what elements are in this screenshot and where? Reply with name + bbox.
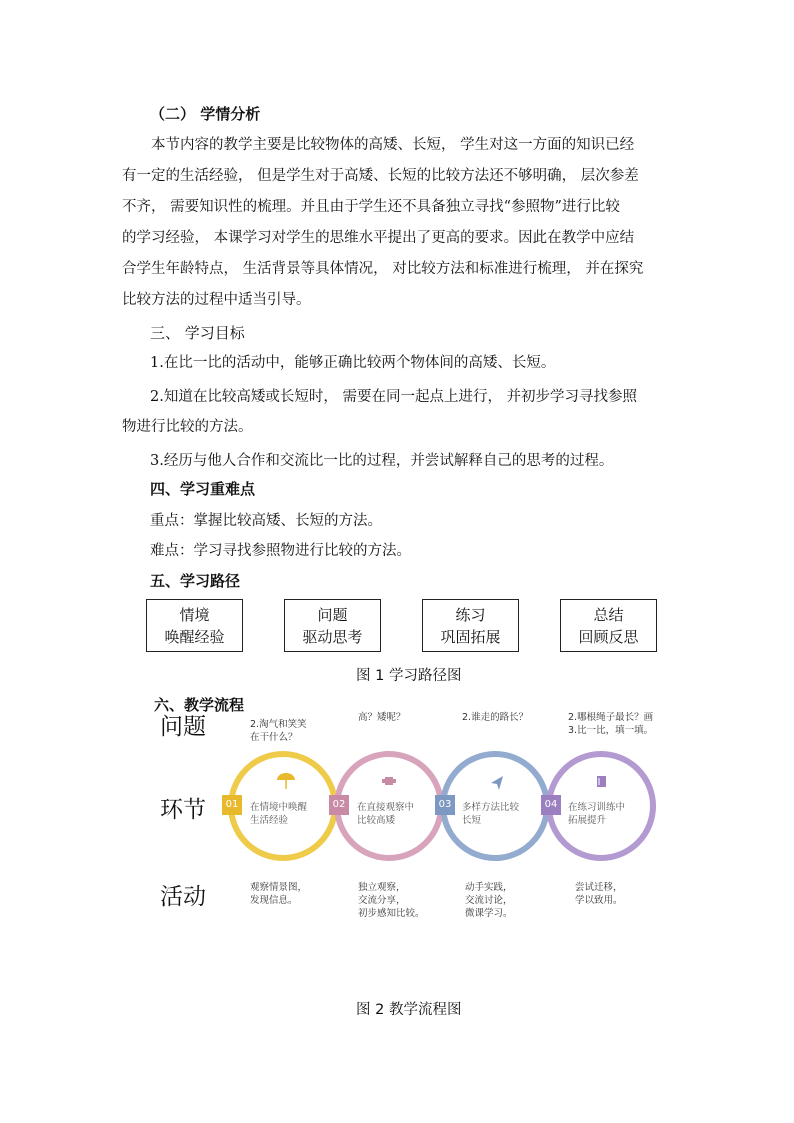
goal-item-3: 3.经历与他人合作和交流比一比的过程，并尝试解释自己的思考的过程。 [150,453,614,469]
section-heading-teaching-flow: 六、教学流程 [154,696,245,714]
figure-1-caption: 图 1 学习路径图 [356,668,462,684]
activity-text-3: 动手实践， 交流讨论， 微课学习。 [465,882,513,919]
box-line: 唤醒经验 [164,628,225,646]
box-line: 总结 [593,606,624,624]
activity-text-2: 独立观察， 交流分享， 初步感知比较。 [358,882,425,919]
activity-text-1: 观察情景图， 发现信息。 [250,882,308,906]
step-badge-2: 02 [329,795,349,815]
step-text-1: 在情境中唤醒 生活经验 [250,802,308,826]
step-badge-3: 03 [435,795,455,815]
section-heading-student-analysis: （二） 学情分析 [150,105,261,123]
row-label-problem: 问题 [160,714,206,740]
step-text-4: 在练习训练中 拓展提升 [568,802,626,826]
student-analysis-paragraph [122,130,678,316]
path-box-summary [560,599,657,652]
box-line: 巩固拓展 [440,628,501,646]
difficult-point: 难点：学习寻找参照物进行比较的方法。 [150,543,411,559]
figure-2-caption: 图 2 教学流程图 [356,1002,462,1018]
navigation-arrow-icon [491,776,503,790]
problem-text-2: 高？矮呢？ [358,712,406,723]
path-box-problem [284,599,381,652]
step-text-3: 多样方法比较 长短 [462,802,520,826]
row-label-stage: 环节 [160,797,206,823]
paragraph-line: 合学生年龄特点， 生活背景等具体情况， 对比较方法和标准进行梳理， 并在探究 [122,261,644,277]
box-line: 情境 [179,606,210,624]
paragraph-line: 本节内容的教学主要是比较物体的高矮、长短， 学生对这一方面的知识已经 [151,137,635,153]
goal-item-1: 1.在比一比的活动中，能够正确比较两个物体间的高矮、长短。 [150,355,556,371]
umbrella-icon [277,773,295,789]
section-heading-key-points: 四、学习重难点 [150,480,256,498]
row-label-activity: 活动 [160,884,206,910]
step-badge-1: 01 [222,795,242,815]
goal-item-2: 2.知道在比较高矮或长短时， 需要在同一起点上进行， 并初步学习寻找参照 [150,389,638,405]
path-box-situation [146,599,243,652]
path-box-practice [422,599,519,652]
problem-text-3: 2.谁走的路长？ [462,712,529,723]
box-line: 回顾反思 [578,628,639,646]
box-line: 问题 [317,606,348,624]
book-icon [597,776,606,787]
problem-text-1: 2.淘气和笑笑 在干什么？ [250,719,307,743]
paragraph-line: 比较方法的过程中适当引导。 [122,292,311,308]
paragraph-line: 不齐， 需要知识性的梳理。并且由于学生还不具备独立寻找“参照物”进行比较 [122,199,620,215]
step-badge-4: 04 [541,795,561,815]
step-text-2: 在直接观察中 比较高矮 [357,802,415,826]
box-line: 练习 [455,606,486,624]
problem-text-4: 2.哪根绳子最长？画 3.比一比，填一填。 [568,712,654,736]
key-point: 重点：掌握比较高矮、长短的方法。 [150,513,382,529]
activity-text-4: 尝试迁移， 学以致用。 [575,882,623,906]
paragraph-line: 有一定的生活经验， 但是学生对于高矮、长短的比较方法还不够明确， 层次参差 [122,168,639,184]
puzzle-icon [382,777,396,785]
box-line: 驱动思考 [302,628,363,646]
paragraph-line: 的学习经验， 本课学习对学生的思维水平提出了更高的要求。因此在教学中应结 [122,230,635,246]
section-heading-learning-goals: 三、 学习目标 [150,324,245,342]
section-heading-learning-path: 五、学习路径 [150,572,241,590]
goal-item-2-cont: 物进行比较的方法。 [122,419,253,435]
